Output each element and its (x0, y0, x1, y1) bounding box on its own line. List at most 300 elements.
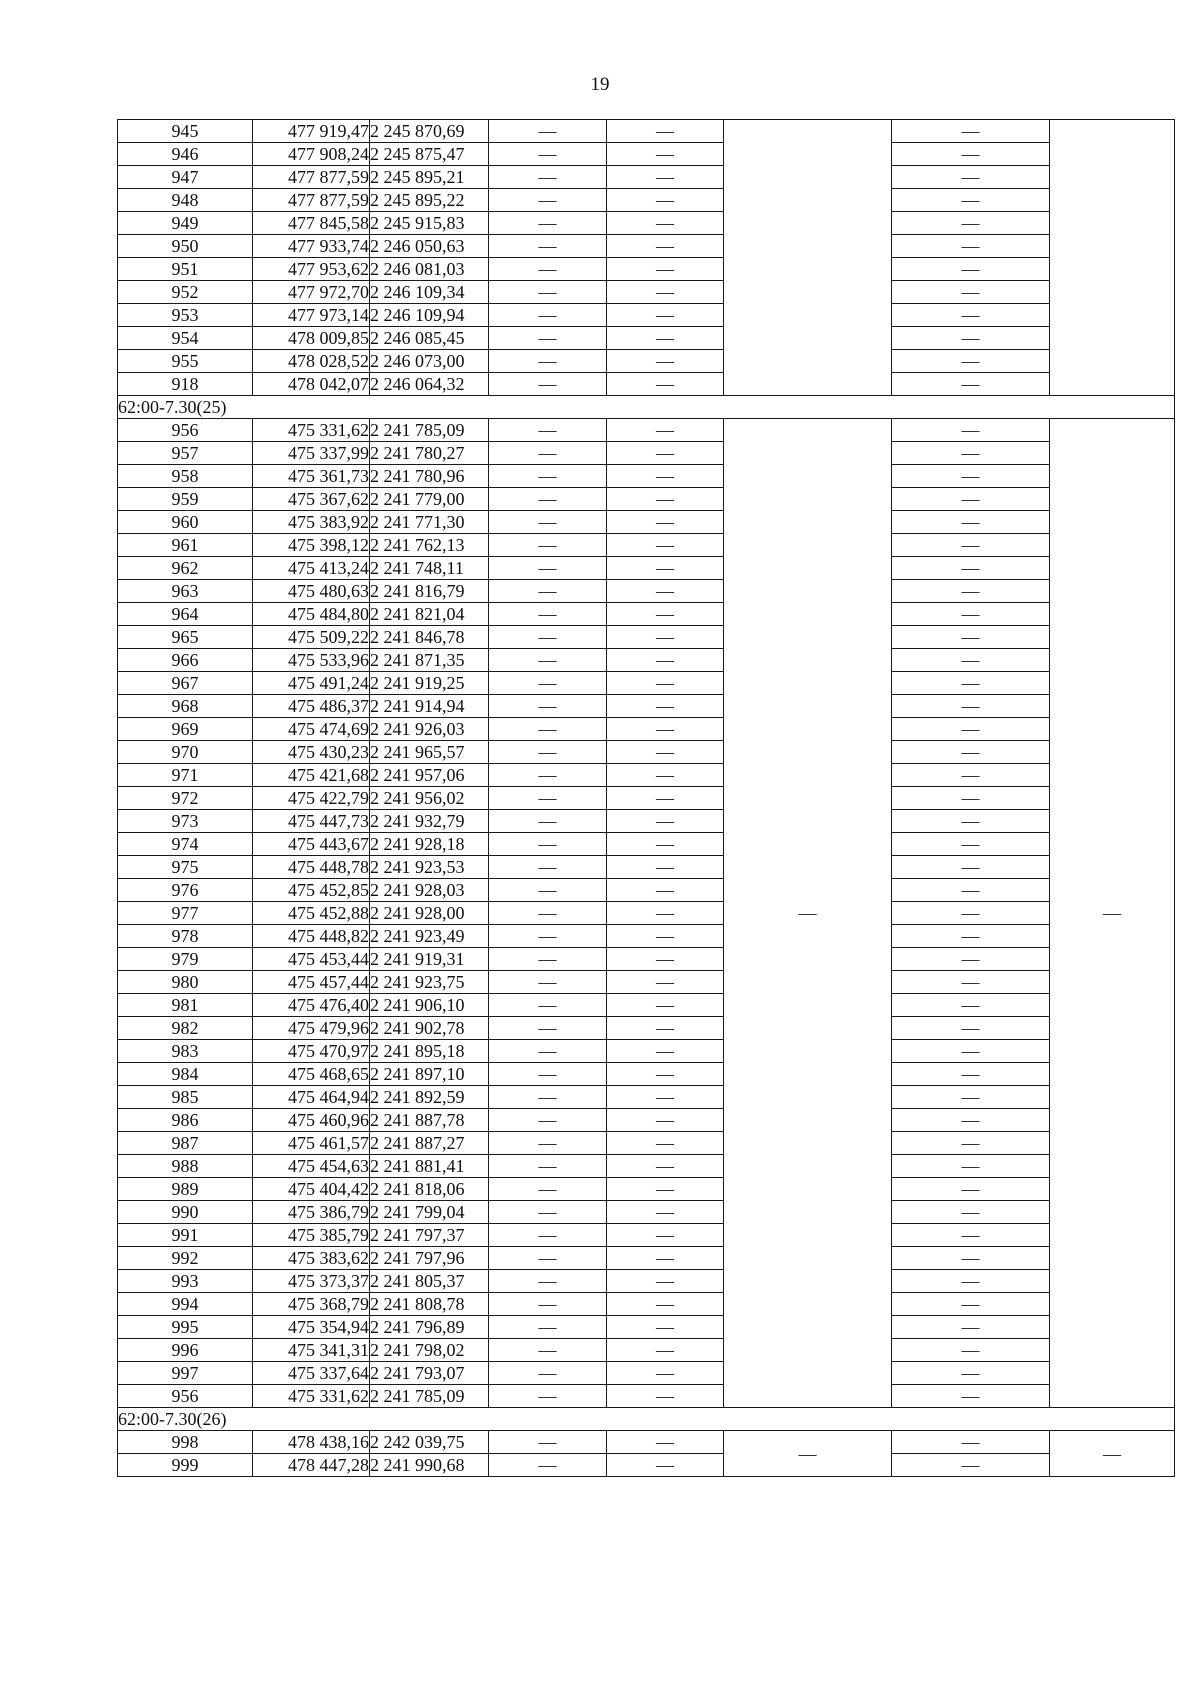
table-row (118, 649, 1175, 672)
dash-cell: — (892, 419, 1050, 442)
coord-y: 2 246 085,45 (370, 327, 489, 350)
point-number: 978 (118, 925, 253, 948)
coord-x: 475 452,88 (253, 902, 370, 925)
coord-x: 475 443,67 (253, 833, 370, 856)
coord-y: 2 241 906,10 (370, 994, 489, 1017)
dash-cell: — (892, 948, 1050, 971)
table-row (118, 1132, 1175, 1155)
merged-cell: — (1050, 419, 1175, 1408)
dash-cell: — (489, 1385, 607, 1408)
coord-y: 2 241 957,06 (370, 764, 489, 787)
point-number: 992 (118, 1247, 253, 1270)
coord-x: 475 398,12 (253, 534, 370, 557)
coord-y: 2 246 109,34 (370, 281, 489, 304)
dash-cell: — (607, 189, 724, 212)
point-number: 972 (118, 787, 253, 810)
coord-x: 475 404,42 (253, 1178, 370, 1201)
point-number: 956 (118, 1385, 253, 1408)
point-number: 962 (118, 557, 253, 580)
coord-x: 478 447,28 (253, 1454, 370, 1477)
coord-y: 2 241 923,49 (370, 925, 489, 948)
table-row (118, 120, 1175, 143)
coord-x: 475 480,63 (253, 580, 370, 603)
dash-cell: — (607, 511, 724, 534)
coord-x: 475 461,57 (253, 1132, 370, 1155)
point-number: 951 (118, 258, 253, 281)
dash-cell: — (607, 1178, 724, 1201)
dash-cell: — (489, 764, 607, 787)
dash-cell: — (489, 1040, 607, 1063)
point-number: 984 (118, 1063, 253, 1086)
dash-cell: — (607, 442, 724, 465)
coord-x: 475 413,24 (253, 557, 370, 580)
coord-x: 475 331,62 (253, 419, 370, 442)
coord-x: 475 368,79 (253, 1293, 370, 1316)
point-number: 960 (118, 511, 253, 534)
coord-x: 475 447,73 (253, 810, 370, 833)
point-number: 993 (118, 1270, 253, 1293)
coord-y: 2 241 797,37 (370, 1224, 489, 1247)
coord-y: 2 246 050,63 (370, 235, 489, 258)
coord-y: 2 241 928,18 (370, 833, 489, 856)
dash-cell: — (489, 902, 607, 925)
dash-cell: — (489, 649, 607, 672)
coord-y: 2 241 818,06 (370, 1178, 489, 1201)
table-row (118, 1155, 1175, 1178)
table-row (118, 419, 1175, 442)
dash-cell: — (892, 143, 1050, 166)
dash-cell: — (607, 925, 724, 948)
coord-y: 2 241 797,96 (370, 1247, 489, 1270)
table-row (118, 327, 1175, 350)
dash-cell: — (489, 304, 607, 327)
dash-cell: — (607, 419, 724, 442)
dash-cell: — (489, 695, 607, 718)
page-number: 19 (590, 74, 610, 95)
dash-cell: — (489, 1201, 607, 1224)
table-row (118, 235, 1175, 258)
point-number: 953 (118, 304, 253, 327)
dash-cell: — (607, 833, 724, 856)
table-row (118, 810, 1175, 833)
dash-cell: — (892, 1086, 1050, 1109)
dash-cell: — (892, 465, 1050, 488)
table-row (118, 626, 1175, 649)
dash-cell: — (607, 1224, 724, 1247)
dash-cell: — (607, 1431, 724, 1454)
dash-cell: — (607, 534, 724, 557)
dash-cell: — (607, 1040, 724, 1063)
point-number: 989 (118, 1178, 253, 1201)
point-number: 980 (118, 971, 253, 994)
dash-cell: — (489, 626, 607, 649)
dash-cell: — (892, 1316, 1050, 1339)
dash-cell: — (489, 1339, 607, 1362)
dash-cell: — (892, 810, 1050, 833)
dash-cell: — (892, 350, 1050, 373)
point-number: 990 (118, 1201, 253, 1224)
coord-x: 478 438,16 (253, 1431, 370, 1454)
point-number: 955 (118, 350, 253, 373)
point-number: 959 (118, 488, 253, 511)
dash-cell: — (607, 1362, 724, 1385)
dash-cell: — (489, 1293, 607, 1316)
dash-cell: — (607, 971, 724, 994)
table-row (118, 304, 1175, 327)
point-number: 973 (118, 810, 253, 833)
coord-x: 478 009,85 (253, 327, 370, 350)
dash-cell: — (607, 1109, 724, 1132)
dash-cell: — (607, 166, 724, 189)
dash-cell: — (892, 879, 1050, 902)
coord-y: 2 241 926,03 (370, 718, 489, 741)
merged-cell: — (1050, 1431, 1175, 1477)
dash-cell: — (607, 1293, 724, 1316)
dash-cell: — (607, 879, 724, 902)
dash-cell: — (607, 994, 724, 1017)
coord-y: 2 241 902,78 (370, 1017, 489, 1040)
coord-x: 477 973,14 (253, 304, 370, 327)
coord-y: 2 241 816,79 (370, 580, 489, 603)
table-row (118, 1293, 1175, 1316)
point-number: 991 (118, 1224, 253, 1247)
dash-cell: — (607, 1155, 724, 1178)
dash-cell: — (607, 373, 724, 396)
table-row (118, 925, 1175, 948)
dash-cell: — (892, 281, 1050, 304)
merged-cell (1050, 120, 1175, 396)
dash-cell: — (892, 695, 1050, 718)
dash-cell: — (489, 120, 607, 143)
coord-y: 2 241 799,04 (370, 1201, 489, 1224)
dash-cell: — (892, 603, 1050, 626)
table-row (118, 603, 1175, 626)
dash-cell: — (489, 1316, 607, 1339)
dash-cell: — (892, 741, 1050, 764)
dash-cell: — (489, 810, 607, 833)
dash-cell: — (892, 718, 1050, 741)
table-row (118, 143, 1175, 166)
dash-cell: — (489, 1431, 607, 1454)
dash-cell: — (607, 695, 724, 718)
dash-cell: — (489, 971, 607, 994)
coord-y: 2 241 771,30 (370, 511, 489, 534)
coord-x: 478 042,07 (253, 373, 370, 396)
coord-y: 2 241 798,02 (370, 1339, 489, 1362)
point-number: 968 (118, 695, 253, 718)
point-number: 986 (118, 1109, 253, 1132)
coord-x: 475 383,92 (253, 511, 370, 534)
dash-cell: — (607, 580, 724, 603)
dash-cell: — (607, 603, 724, 626)
coord-y: 2 241 990,68 (370, 1454, 489, 1477)
dash-cell: — (607, 557, 724, 580)
point-number: 947 (118, 166, 253, 189)
coord-y: 2 245 870,69 (370, 120, 489, 143)
coord-y: 2 241 785,09 (370, 419, 489, 442)
table-row (118, 971, 1175, 994)
coordinates-table (117, 119, 1175, 1477)
table-row (118, 1086, 1175, 1109)
dash-cell: — (892, 672, 1050, 695)
coord-x: 475 430,23 (253, 741, 370, 764)
dash-cell: — (489, 557, 607, 580)
coord-y: 2 241 780,27 (370, 442, 489, 465)
point-number: 957 (118, 442, 253, 465)
table-row (118, 1385, 1175, 1408)
dash-cell: — (892, 856, 1050, 879)
coord-x: 475 354,94 (253, 1316, 370, 1339)
dash-cell: — (489, 488, 607, 511)
table-row (118, 672, 1175, 695)
coord-y: 2 241 956,02 (370, 787, 489, 810)
table-row (118, 189, 1175, 212)
dash-cell: — (607, 1132, 724, 1155)
point-number: 995 (118, 1316, 253, 1339)
table-row (118, 281, 1175, 304)
merged-cell (724, 120, 892, 396)
coord-x: 475 385,79 (253, 1224, 370, 1247)
section-header-row (118, 396, 1175, 419)
table-row (118, 258, 1175, 281)
table-row (118, 1431, 1175, 1454)
point-number: 950 (118, 235, 253, 258)
table-row (118, 1201, 1175, 1224)
point-number: 969 (118, 718, 253, 741)
dash-cell: — (607, 350, 724, 373)
dash-cell: — (607, 856, 724, 879)
dash-cell: — (489, 1224, 607, 1247)
coord-x: 475 460,96 (253, 1109, 370, 1132)
dash-cell: — (489, 1178, 607, 1201)
dash-cell: — (489, 1017, 607, 1040)
dash-cell: — (892, 212, 1050, 235)
dash-cell: — (489, 327, 607, 350)
coord-y: 2 241 846,78 (370, 626, 489, 649)
coord-y: 2 241 965,57 (370, 741, 489, 764)
table-row (118, 994, 1175, 1017)
point-number: 979 (118, 948, 253, 971)
dash-cell: — (489, 925, 607, 948)
dash-cell: — (892, 1178, 1050, 1201)
dash-cell: — (892, 833, 1050, 856)
dash-cell: — (892, 511, 1050, 534)
dash-cell: — (489, 603, 607, 626)
dash-cell: — (892, 120, 1050, 143)
dash-cell: — (607, 810, 724, 833)
table-row (118, 1339, 1175, 1362)
dash-cell: — (892, 235, 1050, 258)
dash-cell: — (489, 1109, 607, 1132)
table-row (118, 1270, 1175, 1293)
dash-cell: — (892, 994, 1050, 1017)
dash-cell: — (892, 258, 1050, 281)
coord-x: 475 468,65 (253, 1063, 370, 1086)
dash-cell: — (892, 764, 1050, 787)
dash-cell: — (607, 212, 724, 235)
coord-x: 475 421,68 (253, 764, 370, 787)
table-row (118, 1063, 1175, 1086)
table-row (118, 465, 1175, 488)
coord-x: 477 908,24 (253, 143, 370, 166)
point-number: 981 (118, 994, 253, 1017)
coord-x: 475 373,37 (253, 1270, 370, 1293)
coord-y: 2 241 881,41 (370, 1155, 489, 1178)
point-number: 956 (118, 419, 253, 442)
point-number: 997 (118, 1362, 253, 1385)
table-row (118, 511, 1175, 534)
coord-x: 475 509,22 (253, 626, 370, 649)
dash-cell: — (489, 741, 607, 764)
section-label: 62:00-7.30(26) (118, 1408, 1175, 1431)
point-number: 970 (118, 741, 253, 764)
coord-x: 475 486,37 (253, 695, 370, 718)
point-number: 996 (118, 1339, 253, 1362)
coord-x: 475 476,40 (253, 994, 370, 1017)
dash-cell: — (607, 948, 724, 971)
coord-y: 2 241 779,00 (370, 488, 489, 511)
point-number: 965 (118, 626, 253, 649)
dash-cell: — (607, 718, 724, 741)
dash-cell: — (892, 1385, 1050, 1408)
coord-y: 2 241 780,96 (370, 465, 489, 488)
coord-y: 2 241 821,04 (370, 603, 489, 626)
dash-cell: — (892, 1063, 1050, 1086)
point-number: 987 (118, 1132, 253, 1155)
coord-y: 2 241 923,53 (370, 856, 489, 879)
merged-cell: — (724, 419, 892, 1408)
coord-y: 2 241 871,35 (370, 649, 489, 672)
table-row (118, 373, 1175, 396)
coord-x: 477 919,47 (253, 120, 370, 143)
dash-cell: — (489, 442, 607, 465)
point-number: 958 (118, 465, 253, 488)
dash-cell: — (607, 649, 724, 672)
dash-cell: — (892, 1040, 1050, 1063)
dash-cell: — (892, 1362, 1050, 1385)
coord-x: 477 877,59 (253, 166, 370, 189)
table-row (118, 557, 1175, 580)
coord-y: 2 246 073,00 (370, 350, 489, 373)
dash-cell: — (892, 1339, 1050, 1362)
dash-cell: — (489, 1362, 607, 1385)
coord-x: 475 337,64 (253, 1362, 370, 1385)
table-body (118, 120, 1175, 1477)
coord-x: 475 386,79 (253, 1201, 370, 1224)
coord-y: 2 241 892,59 (370, 1086, 489, 1109)
dash-cell: — (607, 488, 724, 511)
dash-cell: — (892, 1017, 1050, 1040)
table-row (118, 442, 1175, 465)
coord-y: 2 241 762,13 (370, 534, 489, 557)
dash-cell: — (607, 741, 724, 764)
coord-x: 478 028,52 (253, 350, 370, 373)
coord-y: 2 241 785,09 (370, 1385, 489, 1408)
dash-cell: — (892, 902, 1050, 925)
dash-cell: — (489, 1063, 607, 1086)
table-row (118, 1017, 1175, 1040)
dash-cell: — (607, 143, 724, 166)
table-row (118, 1109, 1175, 1132)
dash-cell: — (489, 511, 607, 534)
coord-y: 2 241 914,94 (370, 695, 489, 718)
dash-cell: — (489, 948, 607, 971)
table-row (118, 764, 1175, 787)
point-number: 983 (118, 1040, 253, 1063)
table-row (118, 488, 1175, 511)
coord-y: 2 241 928,03 (370, 879, 489, 902)
table-row (118, 350, 1175, 373)
coord-x: 477 933,74 (253, 235, 370, 258)
dash-cell: — (892, 327, 1050, 350)
point-number: 952 (118, 281, 253, 304)
dash-cell: — (892, 166, 1050, 189)
dash-cell: — (489, 672, 607, 695)
merged-cell: — (724, 1431, 892, 1477)
coord-x: 475 341,31 (253, 1339, 370, 1362)
dash-cell: — (892, 1454, 1050, 1477)
coord-x: 475 331,62 (253, 1385, 370, 1408)
dash-cell: — (607, 1017, 724, 1040)
coord-y: 2 241 897,10 (370, 1063, 489, 1086)
table-row (118, 212, 1175, 235)
dash-cell: — (489, 994, 607, 1017)
coord-y: 2 241 928,00 (370, 902, 489, 925)
dash-cell: — (607, 787, 724, 810)
dash-cell: — (892, 1293, 1050, 1316)
dash-cell: — (892, 1224, 1050, 1247)
coord-y: 2 241 887,27 (370, 1132, 489, 1155)
coord-x: 475 454,63 (253, 1155, 370, 1178)
point-number: 964 (118, 603, 253, 626)
dash-cell: — (892, 925, 1050, 948)
dash-cell: — (607, 1270, 724, 1293)
coord-x: 475 361,73 (253, 465, 370, 488)
coord-y: 2 241 793,07 (370, 1362, 489, 1385)
coord-x: 475 479,96 (253, 1017, 370, 1040)
table-row (118, 718, 1175, 741)
point-number: 946 (118, 143, 253, 166)
dash-cell: — (489, 718, 607, 741)
coord-y: 2 241 932,79 (370, 810, 489, 833)
coord-y: 2 245 915,83 (370, 212, 489, 235)
coord-y: 2 241 887,78 (370, 1109, 489, 1132)
dash-cell: — (489, 1086, 607, 1109)
dash-cell: — (892, 534, 1050, 557)
table-row (118, 534, 1175, 557)
dash-cell: — (607, 1201, 724, 1224)
point-number: 945 (118, 120, 253, 143)
point-number: 971 (118, 764, 253, 787)
coord-y: 2 246 064,32 (370, 373, 489, 396)
coord-x: 477 953,62 (253, 258, 370, 281)
point-number: 963 (118, 580, 253, 603)
coord-x: 475 448,82 (253, 925, 370, 948)
table-row (118, 879, 1175, 902)
section-header-row (118, 1408, 1175, 1431)
dash-cell: — (892, 1247, 1050, 1270)
dash-cell: — (607, 1063, 724, 1086)
coord-y: 2 246 109,94 (370, 304, 489, 327)
coord-y: 2 241 919,25 (370, 672, 489, 695)
dash-cell: — (607, 465, 724, 488)
point-number: 999 (118, 1454, 253, 1477)
dash-cell: — (892, 557, 1050, 580)
point-number: 966 (118, 649, 253, 672)
table-row (118, 856, 1175, 879)
dash-cell: — (607, 281, 724, 304)
dash-cell: — (607, 258, 724, 281)
